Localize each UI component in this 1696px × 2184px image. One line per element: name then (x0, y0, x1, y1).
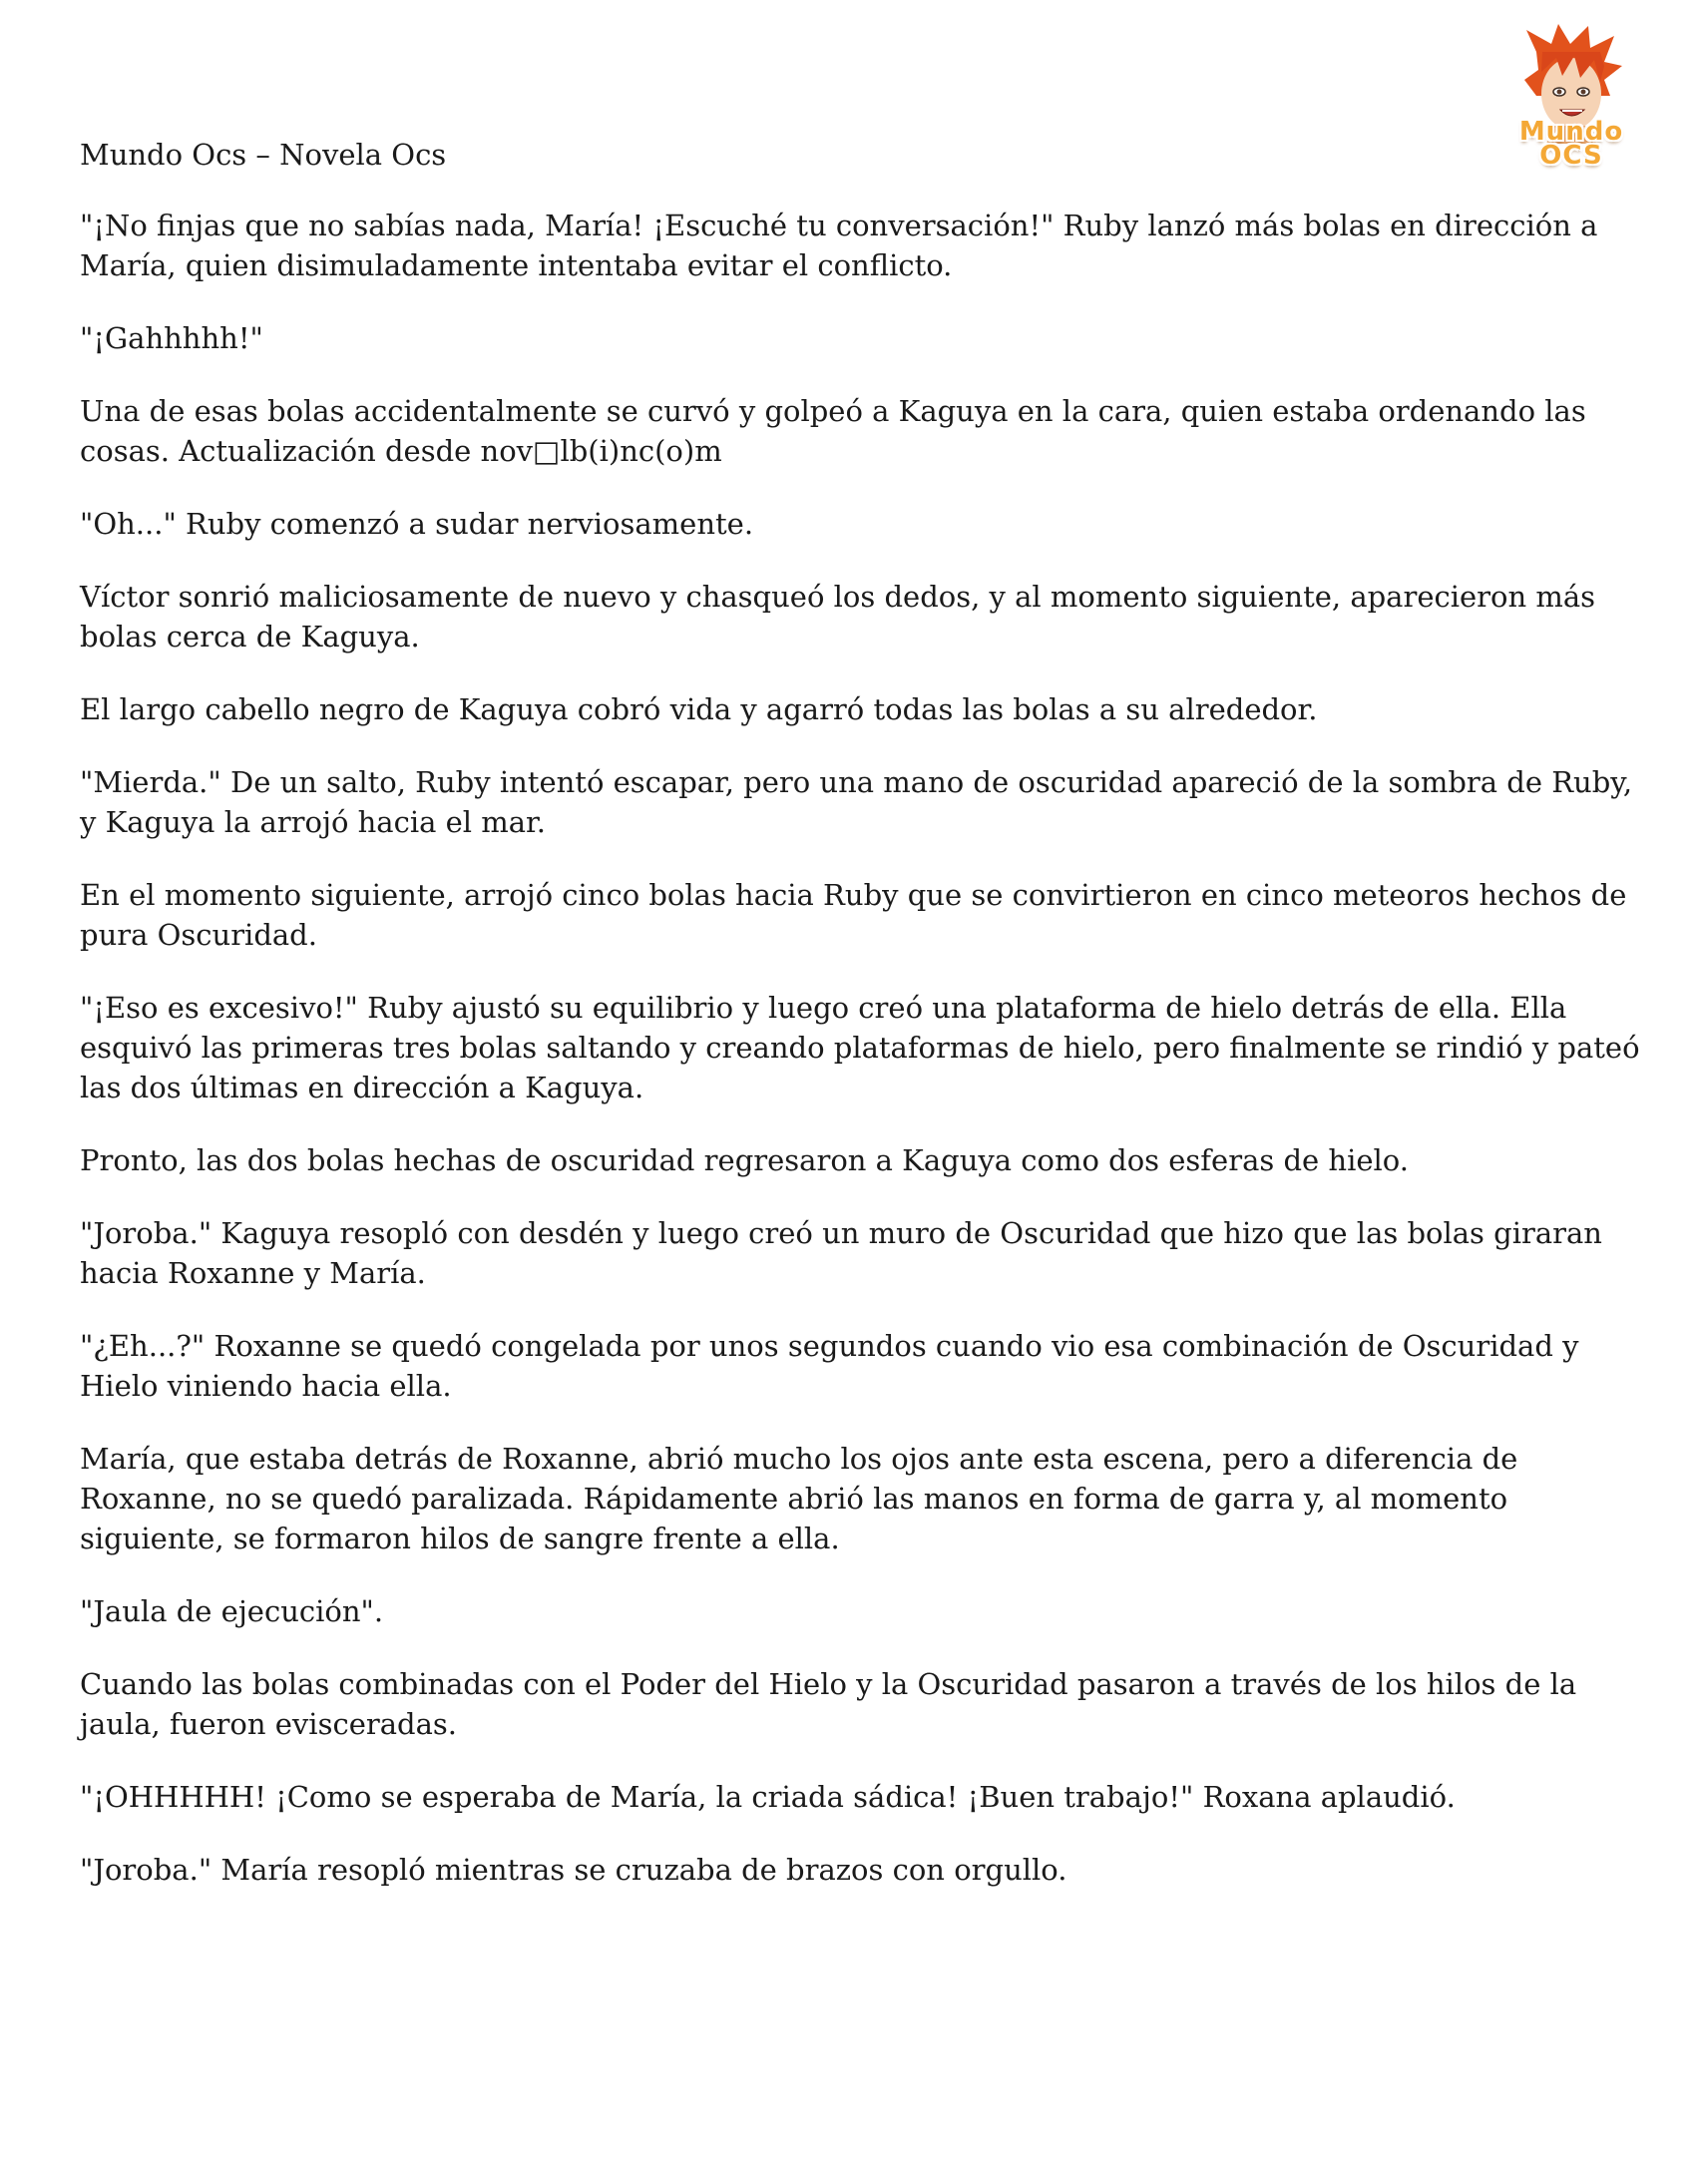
paragraph: Pronto, las dos bolas hechas de oscuridad regresaron a Kaguya como dos esferas de hielo. (80, 1143, 1409, 1177)
paragraph: "Joroba." Kaguya resopló con desdén y luego creó un muro de Oscuridad que hizo que las bolas giraran hacia Roxanne y María. (80, 1216, 1602, 1290)
logo-text: Mundo OCS (1518, 117, 1624, 171)
paragraph: "Joroba." María resopló mientras se cruzaba de brazos con orgullo. (80, 1853, 1067, 1887)
paragraph: Una de esas bolas accidentalmente se curvó y golpeó a Kaguya en la cara, quien estaba ordenando las cosas. Actualización desde nov□lb(i)nc(o)m (80, 394, 1586, 468)
paragraph: "¿Eh...?" Roxanne se quedó congelada por unos segundos cuando vio esa combinación de Oscuridad y Hielo viniendo hacia ella. (80, 1329, 1579, 1403)
paragraph: "¡Eso es excesivo!" Ruby ajustó su equilibrio y luego creó una plataforma de hielo detrás de ella. Ella esquivó las primeras tres bolas saltando y creando plataformas de hielo, pero finalmente se rindió y pateó las dos últimas en dirección a Kaguya. (80, 991, 1640, 1104)
paragraph: "¡Gahhhhh!" (80, 321, 263, 355)
paragraph: María, que estaba detrás de Roxanne, abrió mucho los ojos ante esta escena, pero a diferencia de Roxanne, no se quedó paralizada. Rápidamente abrió las manos en forma de garra y, al momento siguiente, se formaron hilos de sangre frente a ella. (80, 1442, 1518, 1555)
paragraph: "Mierda." De un salto, Ruby intentó escapar, pero una mano de oscuridad apareció de la sombra de Ruby, y Kaguya la arrojó hacia el mar. (80, 765, 1633, 839)
paragraph: "Jaula de ejecución". (80, 1594, 384, 1628)
paragraph: Cuando las bolas combinadas con el Poder del Hielo y la Oscuridad pasaron a través de los hilos de la jaula, fueron evisceradas. (80, 1667, 1577, 1741)
paragraph: "Oh..." Ruby comenzó a sudar nerviosamente. (80, 507, 754, 541)
paragraph: "¡No finjas que no sabías nada, María! ¡Escuché tu conversación!" Ruby lanzó más bolas en dirección a María, quien disimuladamente intentaba evitar el conflicto. (80, 209, 1598, 282)
paragraph: En el momento siguiente, arrojó cinco bolas hacia Ruby que se convirtieron en cinco meteoros hechos de pura Oscuridad. (80, 878, 1627, 952)
mundo-ocs-logo (1496, 22, 1646, 177)
paragraph: "¡OHHHHH! ¡Como se esperaba de María, la criada sádica! ¡Buen trabajo!" Roxana aplaudió. (80, 1780, 1456, 1814)
document-header: Mundo Ocs – Novela Ocs (80, 138, 447, 172)
paragraph: El largo cabello negro de Kaguya cobró vida y agarró todas las bolas a su alrededor. (80, 692, 1318, 726)
paragraph: Víctor sonrió maliciosamente de nuevo y chasqueó los dedos, y al momento siguiente, aparecieron más bolas cerca de Kaguya. (80, 580, 1596, 654)
document-body (80, 206, 1646, 1923)
